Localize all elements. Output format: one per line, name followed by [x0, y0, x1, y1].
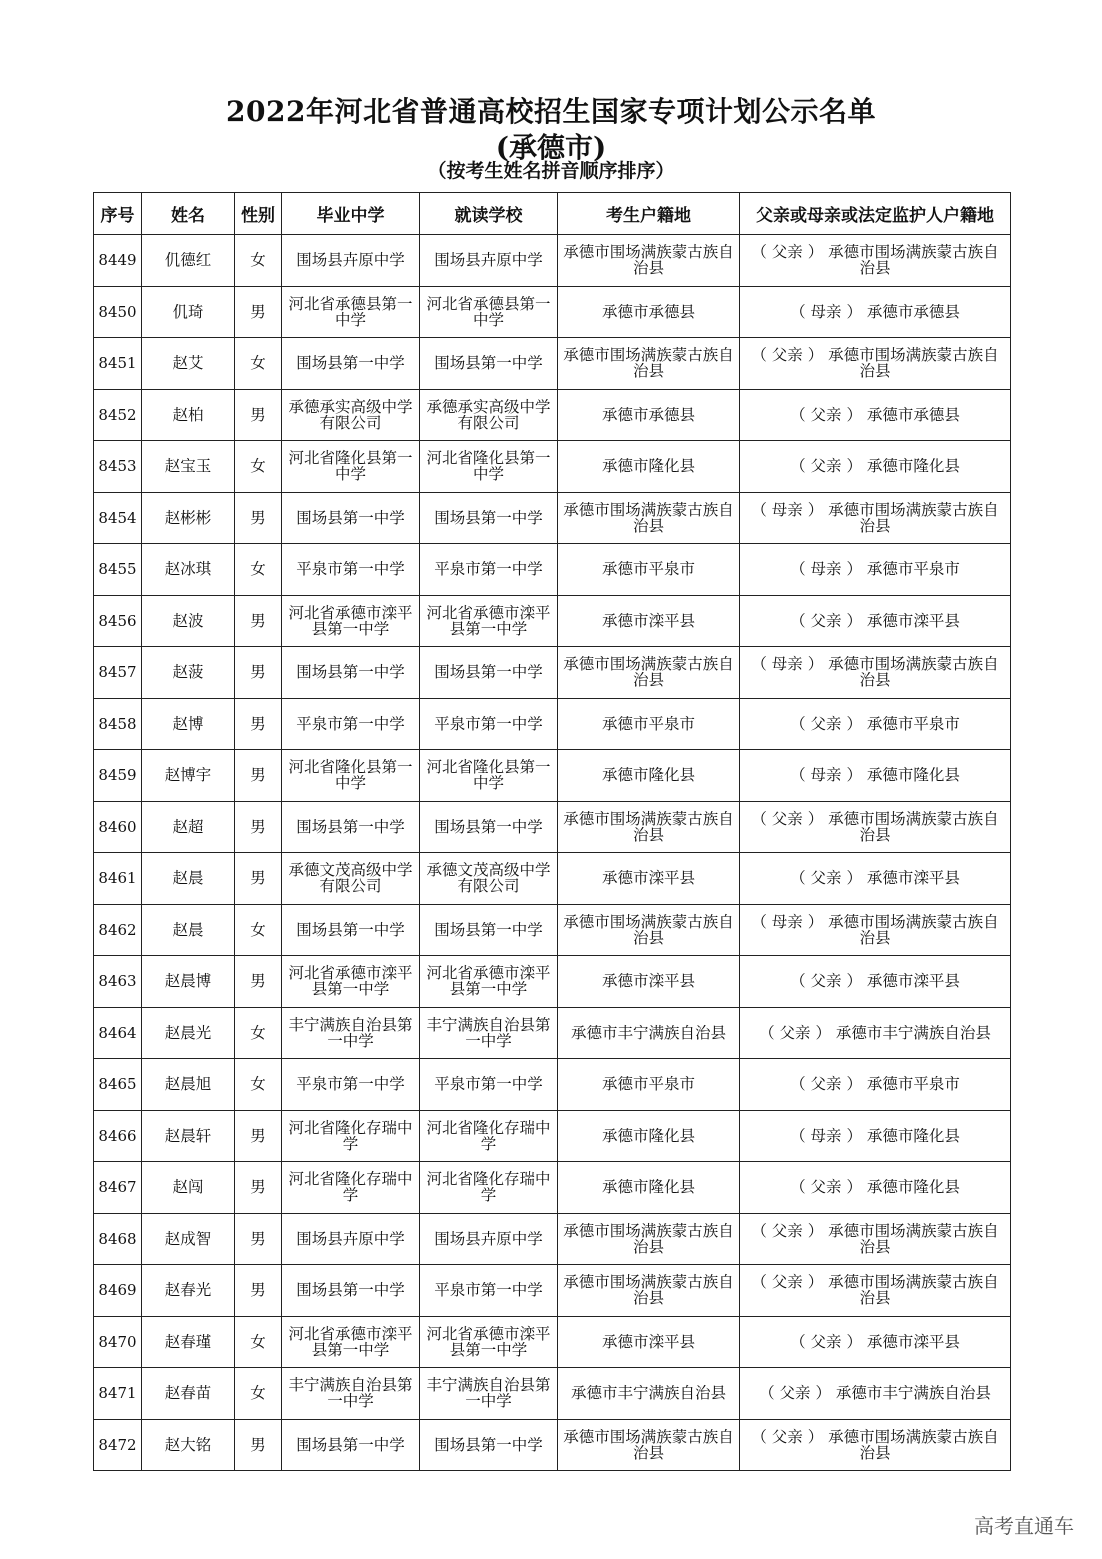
cell-gender: 男	[235, 1419, 282, 1471]
cell-guardian-hukou: （ 父亲 ） 承德市滦平县	[740, 595, 1011, 647]
cell-student-hukou: 承德市围场满族蒙古族自治县	[558, 1265, 740, 1317]
cell-current-school: 河北省承德市滦平县第一中学	[420, 595, 558, 647]
table-row	[94, 853, 1011, 905]
cell-graduated-school: 围场县第一中学	[282, 338, 420, 390]
cell-guardian-hukou: （ 父亲 ） 承德市围场满族蒙古族自治县	[740, 1213, 1011, 1265]
cell-gender: 女	[235, 1007, 282, 1059]
cell-student-hukou: 承德市隆化县	[558, 750, 740, 802]
cell-seq: 8467	[94, 1162, 142, 1214]
cell-name: 赵冰琪	[142, 544, 235, 596]
cell-gender: 男	[235, 492, 282, 544]
table-body	[94, 235, 1011, 1471]
cell-current-school: 丰宁满族自治县第一中学	[420, 1368, 558, 1420]
cell-graduated-school: 围场县卉原中学	[282, 235, 420, 287]
cell-graduated-school: 河北省隆化县第一中学	[282, 750, 420, 802]
cell-guardian-hukou: （ 父亲 ） 承德市隆化县	[740, 1162, 1011, 1214]
cell-gender: 男	[235, 853, 282, 905]
cell-guardian-hukou: （ 父亲 ） 承德市滦平县	[740, 956, 1011, 1008]
cell-seq: 8461	[94, 853, 142, 905]
cell-gender: 男	[235, 1265, 282, 1317]
cell-current-school: 围场县第一中学	[420, 492, 558, 544]
cell-graduated-school: 丰宁满族自治县第一中学	[282, 1368, 420, 1420]
header-gender: 性别	[235, 193, 282, 235]
table-row	[94, 492, 1011, 544]
header-student-hukou: 考生户籍地	[558, 193, 740, 235]
page-title: 2022年河北省普通高校招生国家专项计划公示名单	[226, 95, 876, 128]
cell-seq: 8452	[94, 389, 142, 441]
cell-gender: 男	[235, 750, 282, 802]
cell-name: 赵成智	[142, 1213, 235, 1265]
cell-guardian-hukou: （ 父亲 ） 承德市丰宁满族自治县	[740, 1368, 1011, 1420]
cell-student-hukou: 承德市丰宁满族自治县	[558, 1007, 740, 1059]
table-row	[94, 1059, 1011, 1111]
table-row	[94, 286, 1011, 338]
cell-current-school: 围场县第一中学	[420, 338, 558, 390]
cell-graduated-school: 围场县第一中学	[282, 904, 420, 956]
cell-graduated-school: 围场县第一中学	[282, 647, 420, 699]
table-row	[94, 544, 1011, 596]
cell-seq: 8469	[94, 1265, 142, 1317]
cell-name: 仉德红	[142, 235, 235, 287]
cell-name: 赵柏	[142, 389, 235, 441]
cell-gender: 男	[235, 1110, 282, 1162]
cell-seq: 8471	[94, 1368, 142, 1420]
cell-gender: 女	[235, 338, 282, 390]
cell-gender: 男	[235, 286, 282, 338]
cell-name: 赵晨光	[142, 1007, 235, 1059]
cell-seq: 8462	[94, 904, 142, 956]
cell-graduated-school: 河北省承德市滦平县第一中学	[282, 595, 420, 647]
roster-table	[93, 192, 1011, 1471]
cell-seq: 8450	[94, 286, 142, 338]
table-row	[94, 698, 1011, 750]
cell-guardian-hukou: （ 父亲 ） 承德市围场满族蒙古族自治县	[740, 1265, 1011, 1317]
cell-name: 赵春瑾	[142, 1316, 235, 1368]
cell-gender: 男	[235, 389, 282, 441]
cell-seq: 8457	[94, 647, 142, 699]
cell-gender: 女	[235, 1368, 282, 1420]
cell-seq: 8472	[94, 1419, 142, 1471]
cell-guardian-hukou: （ 父亲 ） 承德市围场满族蒙古族自治县	[740, 801, 1011, 853]
table-row	[94, 389, 1011, 441]
cell-current-school: 围场县第一中学	[420, 801, 558, 853]
cell-gender: 女	[235, 1316, 282, 1368]
cell-student-hukou: 承德市滦平县	[558, 956, 740, 1008]
cell-current-school: 承德文茂高级中学有限公司	[420, 853, 558, 905]
cell-guardian-hukou: （ 母亲 ） 承德市围场满族蒙古族自治县	[740, 904, 1011, 956]
cell-name: 赵菠	[142, 647, 235, 699]
cell-current-school: 平泉市第一中学	[420, 544, 558, 596]
table-row	[94, 904, 1011, 956]
cell-graduated-school: 围场县卉原中学	[282, 1213, 420, 1265]
cell-seq: 8456	[94, 595, 142, 647]
cell-current-school: 河北省隆化县第一中学	[420, 750, 558, 802]
cell-current-school: 河北省承德市滦平县第一中学	[420, 1316, 558, 1368]
cell-current-school: 丰宁满族自治县第一中学	[420, 1007, 558, 1059]
cell-student-hukou: 承德市丰宁满族自治县	[558, 1368, 740, 1420]
cell-student-hukou: 承德市平泉市	[558, 1059, 740, 1111]
table-row	[94, 647, 1011, 699]
cell-name: 赵彬彬	[142, 492, 235, 544]
cell-student-hukou: 承德市围场满族蒙古族自治县	[558, 1419, 740, 1471]
cell-current-school: 承德承实高级中学有限公司	[420, 389, 558, 441]
cell-seq: 8460	[94, 801, 142, 853]
cell-current-school: 河北省隆化存瑞中学	[420, 1110, 558, 1162]
table-row	[94, 338, 1011, 390]
cell-student-hukou: 承德市隆化县	[558, 1162, 740, 1214]
cell-graduated-school: 围场县第一中学	[282, 1265, 420, 1317]
cell-seq: 8465	[94, 1059, 142, 1111]
cell-name: 赵晨轩	[142, 1110, 235, 1162]
cell-graduated-school: 围场县第一中学	[282, 801, 420, 853]
cell-student-hukou: 承德市围场满族蒙古族自治县	[558, 904, 740, 956]
cell-graduated-school: 丰宁满族自治县第一中学	[282, 1007, 420, 1059]
table-row	[94, 956, 1011, 1008]
cell-seq: 8458	[94, 698, 142, 750]
cell-seq: 8466	[94, 1110, 142, 1162]
cell-seq: 8449	[94, 235, 142, 287]
cell-seq: 8454	[94, 492, 142, 544]
cell-current-school: 平泉市第一中学	[420, 1265, 558, 1317]
header-graduated-school: 毕业中学	[282, 193, 420, 235]
cell-guardian-hukou: （ 父亲 ） 承德市承德县	[740, 389, 1011, 441]
cell-current-school: 河北省承德县第一中学	[420, 286, 558, 338]
sort-note: （按考生姓名拼音顺序排序）	[427, 160, 675, 182]
cell-student-hukou: 承德市围场满族蒙古族自治县	[558, 1213, 740, 1265]
cell-seq: 8451	[94, 338, 142, 390]
cell-graduated-school: 河北省承德县第一中学	[282, 286, 420, 338]
table-row	[94, 595, 1011, 647]
cell-graduated-school: 河北省隆化存瑞中学	[282, 1110, 420, 1162]
cell-student-hukou: 承德市平泉市	[558, 698, 740, 750]
cell-student-hukou: 承德市围场满族蒙古族自治县	[558, 338, 740, 390]
cell-seq: 8455	[94, 544, 142, 596]
cell-student-hukou: 承德市承德县	[558, 389, 740, 441]
cell-current-school: 平泉市第一中学	[420, 1059, 558, 1111]
cell-current-school: 围场县第一中学	[420, 904, 558, 956]
cell-name: 赵晨	[142, 904, 235, 956]
cell-seq: 8470	[94, 1316, 142, 1368]
cell-guardian-hukou: （ 父亲 ） 承德市隆化县	[740, 441, 1011, 493]
table-row	[94, 1162, 1011, 1214]
cell-name: 赵博	[142, 698, 235, 750]
cell-gender: 男	[235, 1213, 282, 1265]
cell-gender: 女	[235, 235, 282, 287]
cell-name: 赵超	[142, 801, 235, 853]
cell-graduated-school: 河北省隆化存瑞中学	[282, 1162, 420, 1214]
cell-guardian-hukou: （ 母亲 ） 承德市围场满族蒙古族自治县	[740, 647, 1011, 699]
cell-guardian-hukou: （ 父亲 ） 承德市滦平县	[740, 853, 1011, 905]
cell-guardian-hukou: （ 父亲 ） 承德市平泉市	[740, 1059, 1011, 1111]
table-row	[94, 1265, 1011, 1317]
cell-gender: 女	[235, 441, 282, 493]
table-row	[94, 1368, 1011, 1420]
table-header-row	[94, 193, 1011, 235]
cell-guardian-hukou: （ 母亲 ） 承德市承德县	[740, 286, 1011, 338]
cell-seq: 8459	[94, 750, 142, 802]
cell-current-school: 河北省隆化存瑞中学	[420, 1162, 558, 1214]
table-row	[94, 441, 1011, 493]
cell-guardian-hukou: （ 父亲 ） 承德市围场满族蒙古族自治县	[740, 235, 1011, 287]
header-seq: 序号	[94, 193, 142, 235]
cell-gender: 女	[235, 544, 282, 596]
cell-graduated-school: 河北省承德市滦平县第一中学	[282, 1316, 420, 1368]
cell-gender: 男	[235, 801, 282, 853]
cell-student-hukou: 承德市滦平县	[558, 1316, 740, 1368]
cell-guardian-hukou: （ 母亲 ） 承德市隆化县	[740, 750, 1011, 802]
cell-gender: 女	[235, 1059, 282, 1111]
cell-name: 赵大铭	[142, 1419, 235, 1471]
cell-graduated-school: 承德承实高级中学有限公司	[282, 389, 420, 441]
cell-graduated-school: 围场县第一中学	[282, 492, 420, 544]
cell-current-school: 河北省隆化县第一中学	[420, 441, 558, 493]
table-row	[94, 750, 1011, 802]
cell-guardian-hukou: （ 父亲 ） 承德市丰宁满族自治县	[740, 1007, 1011, 1059]
cell-seq: 8464	[94, 1007, 142, 1059]
cell-gender: 女	[235, 904, 282, 956]
table-row	[94, 801, 1011, 853]
table-row	[94, 1316, 1011, 1368]
cell-gender: 男	[235, 647, 282, 699]
cell-student-hukou: 承德市隆化县	[558, 1110, 740, 1162]
cell-current-school: 围场县卉原中学	[420, 1213, 558, 1265]
cell-name: 赵宝玉	[142, 441, 235, 493]
cell-student-hukou: 承德市承德县	[558, 286, 740, 338]
cell-name: 赵闯	[142, 1162, 235, 1214]
cell-guardian-hukou: （ 父亲 ） 承德市围场满族蒙古族自治县	[740, 1419, 1011, 1471]
header-guardian-hukou: 父亲或母亲或法定监护人户籍地	[740, 193, 1011, 235]
cell-student-hukou: 承德市围场满族蒙古族自治县	[558, 235, 740, 287]
cell-graduated-school: 河北省隆化县第一中学	[282, 441, 420, 493]
header-name: 姓名	[142, 193, 235, 235]
cell-seq: 8468	[94, 1213, 142, 1265]
cell-gender: 男	[235, 1162, 282, 1214]
table-row	[94, 235, 1011, 287]
cell-name: 赵晨博	[142, 956, 235, 1008]
cell-student-hukou: 承德市围场满族蒙古族自治县	[558, 492, 740, 544]
cell-guardian-hukou: （ 父亲 ） 承德市滦平县	[740, 1316, 1011, 1368]
cell-current-school: 平泉市第一中学	[420, 698, 558, 750]
page-subtitle: (承德市)	[495, 131, 607, 164]
cell-name: 赵晨	[142, 853, 235, 905]
watermark: 高考直通车	[974, 1514, 1074, 1538]
cell-student-hukou: 承德市围场满族蒙古族自治县	[558, 801, 740, 853]
cell-gender: 男	[235, 698, 282, 750]
table-row	[94, 1213, 1011, 1265]
cell-graduated-school: 河北省承德市滦平县第一中学	[282, 956, 420, 1008]
cell-graduated-school: 平泉市第一中学	[282, 698, 420, 750]
cell-guardian-hukou: （ 母亲 ） 承德市围场满族蒙古族自治县	[740, 492, 1011, 544]
cell-student-hukou: 承德市滦平县	[558, 595, 740, 647]
cell-current-school: 围场县第一中学	[420, 1419, 558, 1471]
cell-graduated-school: 平泉市第一中学	[282, 1059, 420, 1111]
table-row	[94, 1110, 1011, 1162]
cell-guardian-hukou: （ 母亲 ） 承德市平泉市	[740, 544, 1011, 596]
cell-guardian-hukou: （ 父亲 ） 承德市平泉市	[740, 698, 1011, 750]
cell-student-hukou: 承德市滦平县	[558, 853, 740, 905]
cell-gender: 男	[235, 595, 282, 647]
cell-student-hukou: 承德市平泉市	[558, 544, 740, 596]
cell-current-school: 围场县第一中学	[420, 647, 558, 699]
cell-gender: 男	[235, 956, 282, 1008]
cell-guardian-hukou: （ 母亲 ） 承德市隆化县	[740, 1110, 1011, 1162]
header-current-school: 就读学校	[420, 193, 558, 235]
cell-graduated-school: 围场县第一中学	[282, 1419, 420, 1471]
cell-current-school: 河北省承德市滦平县第一中学	[420, 956, 558, 1008]
cell-name: 赵晨旭	[142, 1059, 235, 1111]
cell-graduated-school: 承德文茂高级中学有限公司	[282, 853, 420, 905]
cell-student-hukou: 承德市围场满族蒙古族自治县	[558, 647, 740, 699]
cell-name: 赵博宇	[142, 750, 235, 802]
table-row	[94, 1007, 1011, 1059]
cell-name: 赵春光	[142, 1265, 235, 1317]
cell-name: 赵春苗	[142, 1368, 235, 1420]
cell-seq: 8453	[94, 441, 142, 493]
cell-seq: 8463	[94, 956, 142, 1008]
cell-name: 赵波	[142, 595, 235, 647]
cell-student-hukou: 承德市隆化县	[558, 441, 740, 493]
cell-guardian-hukou: （ 父亲 ） 承德市围场满族蒙古族自治县	[740, 338, 1011, 390]
table-row	[94, 1419, 1011, 1471]
cell-graduated-school: 平泉市第一中学	[282, 544, 420, 596]
cell-current-school: 围场县卉原中学	[420, 235, 558, 287]
cell-name: 仉琦	[142, 286, 235, 338]
cell-name: 赵艾	[142, 338, 235, 390]
